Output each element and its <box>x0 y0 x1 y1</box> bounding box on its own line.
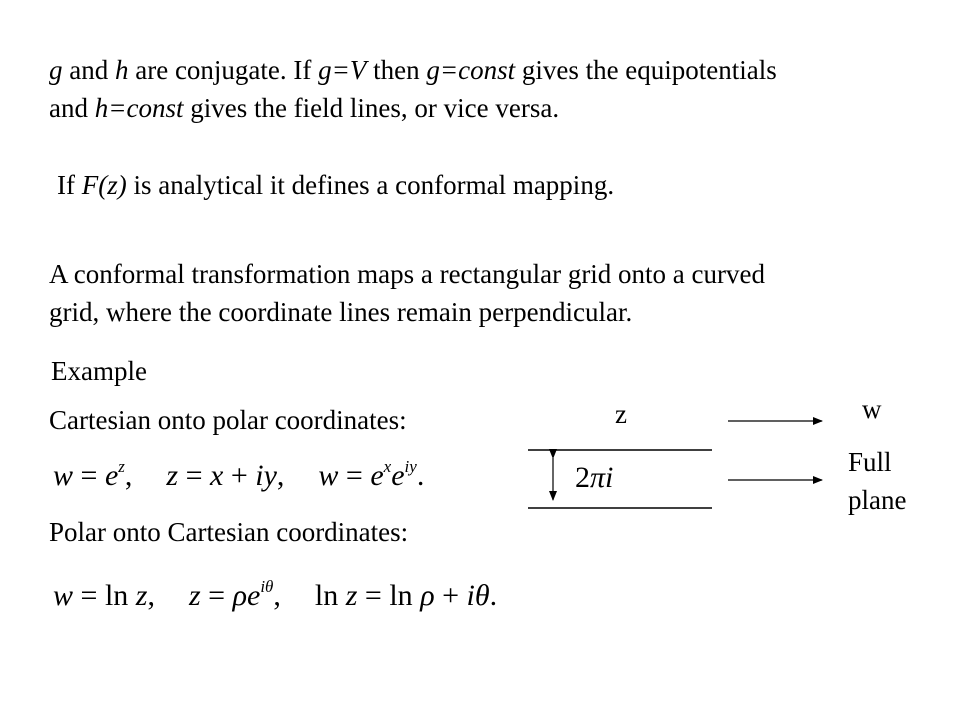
g-equals-const: g=const <box>426 55 516 85</box>
f-of-z: F(z) <box>81 170 127 200</box>
cartesian-to-polar-heading: Cartesian onto polar coordinates: <box>49 405 407 435</box>
equation-w-exp-z: $w = e^z$, <box>53 457 133 492</box>
full-plane-label-line2: plane <box>848 485 907 515</box>
text-segment: If <box>57 170 82 200</box>
full-plane-label-line1: Full <box>848 447 892 477</box>
text-segment: gives the equipotentials <box>515 55 777 85</box>
text-segment: are conjugate. If <box>128 55 319 85</box>
equation-w-ln-z: w = ln z, <box>53 579 155 612</box>
h-equals-const: h=const <box>94 93 184 123</box>
strip-width-label: 2πi <box>575 461 614 494</box>
equation-w-exp-x-exp-iy: $w = e^xe^{iy}$. <box>318 457 425 492</box>
equation-ln-z: ln z = ln ρ + iθ. <box>314 579 498 612</box>
text-segment: then <box>366 55 427 85</box>
text-segment: and <box>62 55 115 85</box>
paragraph-conformal-line2: grid, where the coordinate lines remain perpendicular. <box>49 297 633 327</box>
h-symbol: h <box>114 55 129 85</box>
g-equals-v: g=V <box>318 55 367 85</box>
polar-to-cartesian-heading: Polar onto Cartesian coordinates: <box>49 517 409 547</box>
g-symbol: g <box>49 55 63 85</box>
equation-z-rho-exp: $z = \rho e^{i\theta}$, <box>188 577 281 612</box>
z-plane-label: z <box>615 399 627 429</box>
equation-z-x-iy: z = x + iy, <box>166 459 285 492</box>
text-segment: and <box>49 93 95 123</box>
example-heading: Example <box>51 356 147 386</box>
text-segment: is analytical it defines a conformal mapping. <box>126 170 615 200</box>
paragraph-conformal-line1: A conformal transformation maps a rectangular grid onto a curved <box>49 259 766 289</box>
w-plane-label: w <box>862 394 882 424</box>
text-segment: gives the field lines, or vice versa. <box>183 93 560 123</box>
